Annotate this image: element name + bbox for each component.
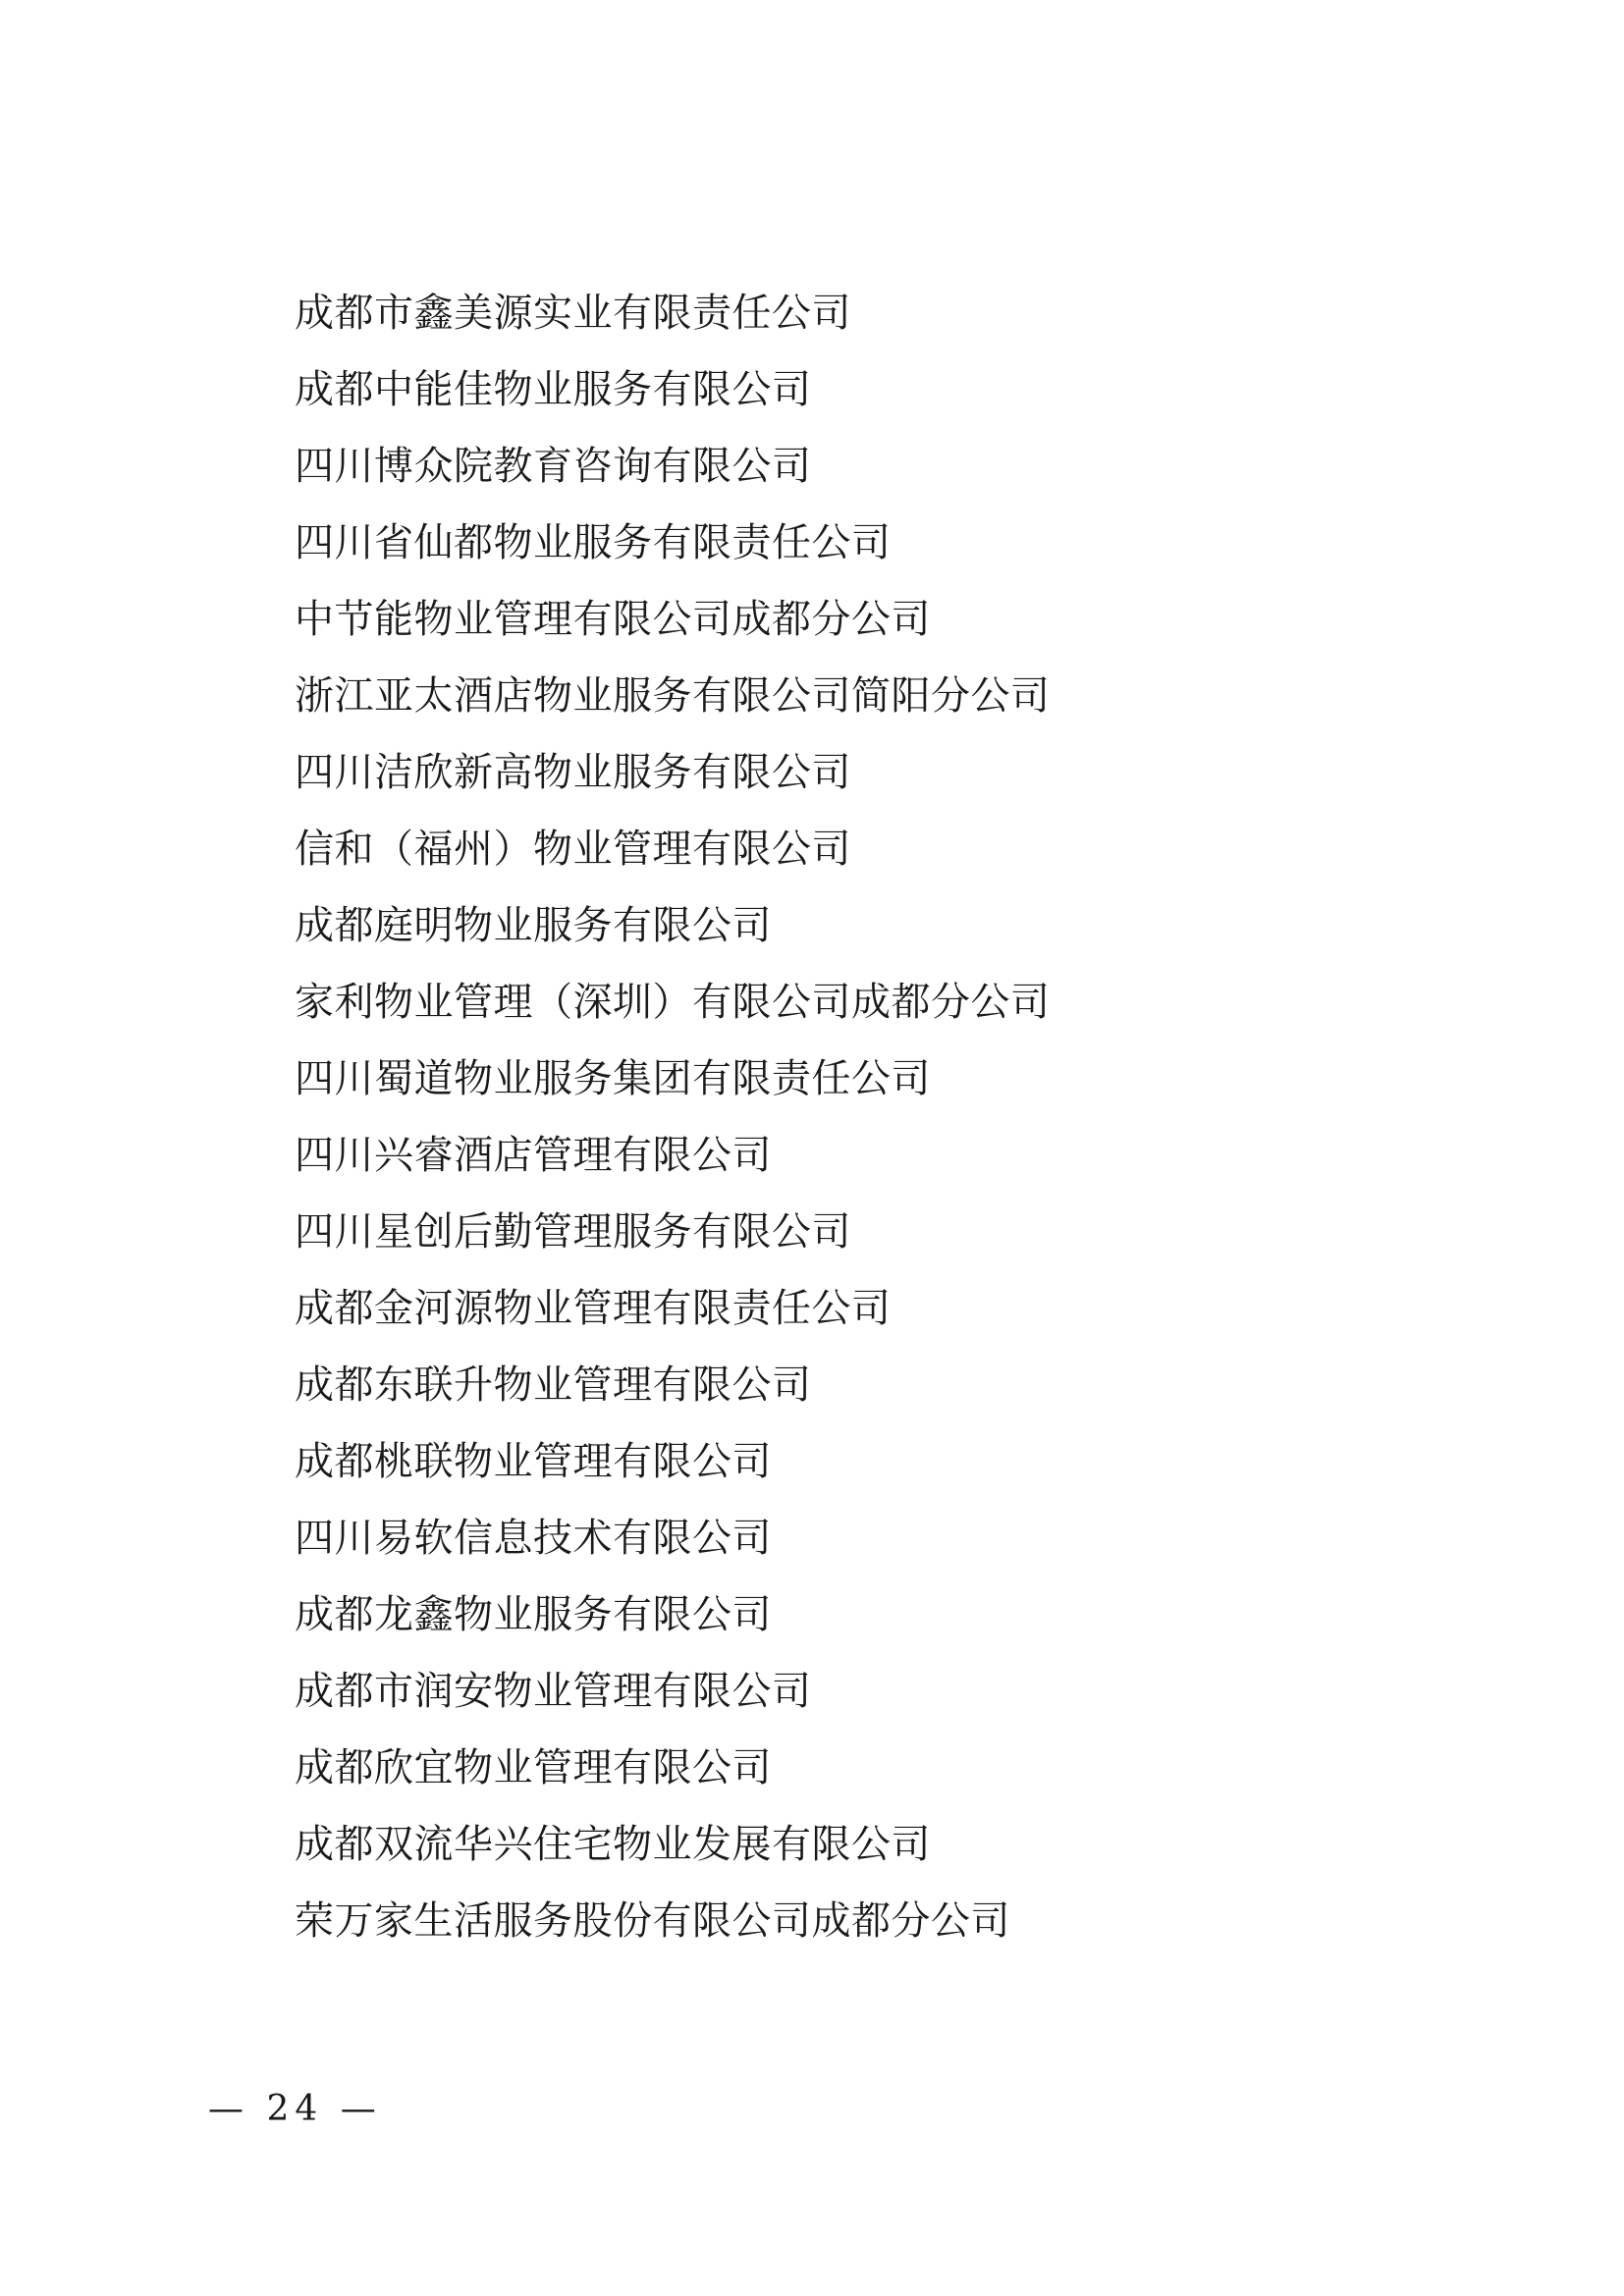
list-item: 四川蜀道物业服务集团有限责任公司 (295, 1056, 931, 1101)
list-item: 成都金河源物业管理有限责任公司 (295, 1286, 892, 1331)
list-item: 信和（福州）物业管理有限公司 (295, 827, 851, 872)
list-item: 成都东联升物业管理有限公司 (295, 1362, 812, 1408)
list-item: 四川兴睿酒店管理有限公司 (295, 1133, 772, 1178)
list-item: 四川星创后勤管理服务有限公司 (295, 1209, 851, 1255)
list-item: 成都龙鑫物业服务有限公司 (295, 1592, 772, 1637)
list-item: 四川博众院教育咨询有限公司 (295, 444, 812, 489)
list-item: 中节能物业管理有限公司成都分公司 (295, 597, 931, 642)
list-item: 荣万家生活服务股份有限公司成都分公司 (295, 1898, 1010, 1944)
list-item: 成都桃联物业管理有限公司 (295, 1439, 772, 1484)
list-item: 成都欣宜物业管理有限公司 (295, 1745, 772, 1790)
page-footer (0, 2089, 1624, 2129)
list-item: 成都市润安物业管理有限公司 (295, 1669, 812, 1714)
list-item: 四川易软信息技术有限公司 (295, 1516, 772, 1561)
list-item: 成都双流华兴住宅物业发展有限公司 (295, 1822, 931, 1867)
list-item: 成都市鑫美源实业有限责任公司 (295, 291, 851, 336)
company-list (295, 275, 1394, 1959)
page-number: — 24 — (208, 2089, 382, 2129)
list-item: 浙江亚太酒店物业服务有限公司简阳分公司 (295, 673, 1051, 719)
list-item: 四川省仙都物业服务有限责任公司 (295, 520, 892, 565)
list-item: 四川洁欣新高物业服务有限公司 (295, 750, 851, 795)
list-item: 家利物业管理（深圳）有限公司成都分公司 (295, 980, 1051, 1025)
list-item: 成都中能佳物业服务有限公司 (295, 367, 812, 412)
list-item: 成都庭明物业服务有限公司 (295, 903, 772, 948)
